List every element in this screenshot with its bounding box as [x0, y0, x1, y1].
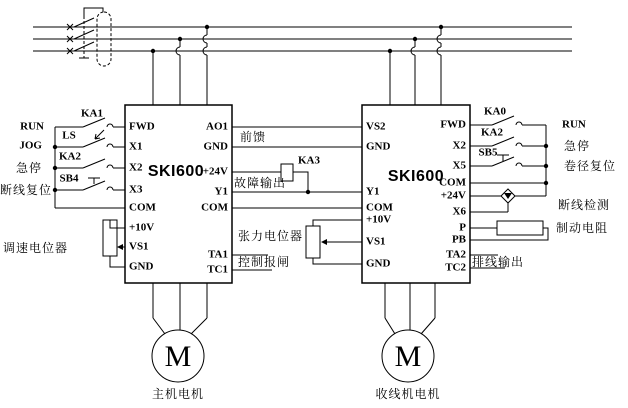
- pin-inv1-gnd-r: GND: [203, 140, 228, 153]
- pin-inv2-x5: X5: [452, 159, 466, 172]
- pin-inv1-gnd-l: GND: [129, 260, 154, 273]
- pin-inv2-gnd-l1: GND: [366, 140, 391, 153]
- pin-inv1-24v: +24V: [202, 165, 228, 178]
- braking-resistor-label: 制动电阻: [556, 221, 609, 235]
- switch-label-ka2-2: KA2: [481, 126, 503, 139]
- motor1-label: 主机电机: [151, 387, 205, 401]
- pin-inv2-p: P: [459, 221, 466, 234]
- circuit-breaker-icon: [67, 8, 111, 66]
- input-label-diameter-reset: 卷径复位: [564, 159, 617, 173]
- pin-inv2-tc2: TC2: [445, 261, 466, 274]
- pin-inv2-vs1: VS1: [366, 235, 386, 248]
- pin-inv2-gnd-l2: GND: [366, 257, 391, 270]
- wire-break-sensor-icon: [470, 189, 515, 212]
- wire-break-detect-label: 断线检测: [558, 198, 611, 212]
- switch-label-ka2-1: KA2: [59, 150, 81, 163]
- pin-inv1-x3: X3: [129, 183, 143, 196]
- pin-inv1-com-r: COM: [201, 201, 228, 214]
- switch-label-sb4: SB4: [59, 172, 79, 185]
- speed-pot-label: 调速电位器: [2, 241, 68, 255]
- motor2-label: 收线机电机: [375, 387, 441, 401]
- input-label-run-2: RUN: [562, 118, 586, 131]
- pin-inv2-com-r: COM: [439, 176, 466, 189]
- input-label-estop-1: 急停: [15, 161, 42, 175]
- pin-inv1-com-l: COM: [129, 201, 156, 214]
- input-label-jog: JOG: [19, 139, 42, 152]
- pin-inv1-ao1: AO1: [206, 120, 228, 133]
- pin-inv2-vs2: VS2: [366, 120, 386, 133]
- pin-inv1-tc1: TC1: [207, 263, 228, 276]
- feedforward-label: 前馈: [240, 130, 267, 144]
- pin-inv1-vs1: VS1: [129, 240, 149, 253]
- tension-pot-label: 张力电位器: [237, 229, 303, 243]
- pin-inv1-x1: X1: [129, 140, 143, 153]
- pin-inv2-y1: Y1: [366, 185, 380, 198]
- input-label-estop-2: 急停: [564, 139, 591, 153]
- junction-dots: [53, 25, 548, 194]
- fault-output-label: 故障输出: [234, 176, 287, 190]
- pin-inv2-com-l: COM: [366, 201, 393, 214]
- switch-label-ls: LS: [62, 129, 76, 142]
- pin-inv2-10v: +10V: [366, 213, 392, 226]
- relay-label-ka3: KA3: [298, 154, 320, 167]
- motor1-symbol: M: [164, 340, 192, 373]
- pin-inv2-24v: +24V: [440, 189, 466, 202]
- pin-inv2-pb: PB: [451, 233, 466, 246]
- inverter2-model: SKI600: [387, 168, 445, 185]
- pin-inv2-x6: X6: [452, 205, 466, 218]
- three-phase-power-lines: [33, 27, 572, 51]
- input-label-run-1: RUN: [20, 120, 44, 133]
- tension-potentiometer-icon: [306, 220, 362, 264]
- pin-inv2-ta2: TA2: [446, 248, 466, 261]
- speed-potentiometer-icon: [103, 220, 125, 267]
- switch-label-sb5: SB5: [478, 146, 498, 159]
- braking-resistor-icon: [470, 221, 548, 240]
- pin-inv1-y1: Y1: [214, 185, 228, 198]
- motor2-symbol: M: [394, 340, 422, 373]
- brake-control-label: 控制报闸: [238, 255, 291, 269]
- pin-inv1-ta1: TA1: [208, 248, 228, 261]
- pin-inv1-x2: X2: [129, 161, 143, 174]
- input-label-wirebreak-reset: 断线复位: [0, 183, 52, 197]
- pin-inv1-fwd: FWD: [129, 120, 155, 133]
- pin-inv1-10v: +10V: [129, 221, 155, 234]
- pin-inv2-fwd: FWD: [440, 118, 466, 131]
- traverse-output-label: 排线输出: [472, 255, 525, 269]
- switch-label-ka1: KA1: [81, 107, 103, 120]
- inverter1-model: SKI600: [147, 163, 205, 180]
- switch-label-ka0: KA0: [484, 105, 506, 118]
- pin-inv2-x2: X2: [452, 139, 466, 152]
